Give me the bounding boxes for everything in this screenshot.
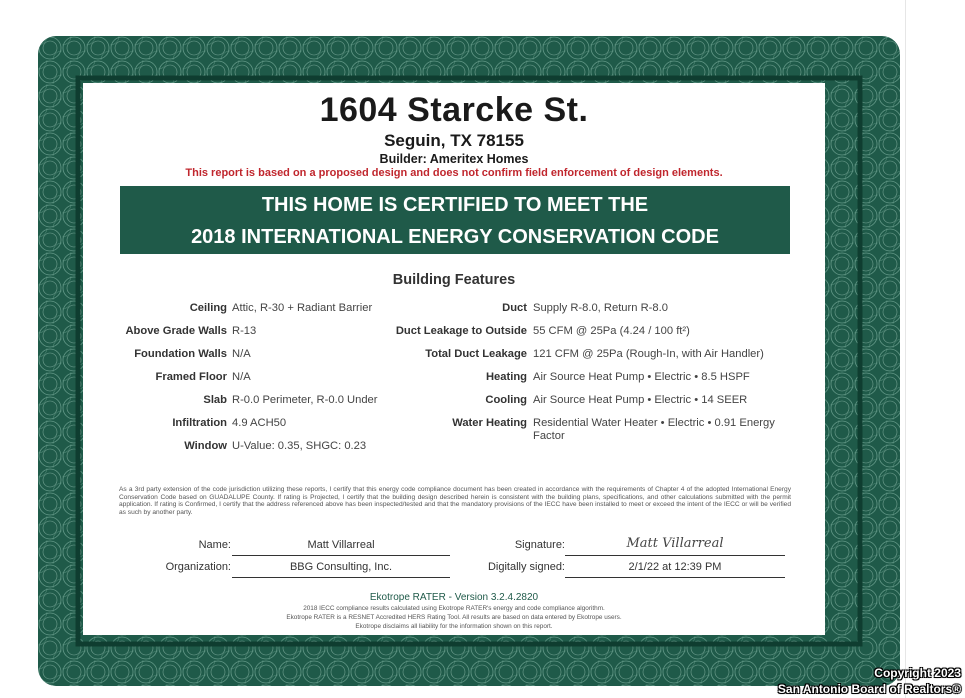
feature-value: Residential Water Heater • Electric • 0.91 Energy Factor xyxy=(533,417,775,442)
feature-label: Water Heating xyxy=(452,417,527,429)
signature-label: Signature: xyxy=(514,539,565,551)
certification-statement: As a 3rd party extension of the code jurisdiction utilizing these reports, I certify that this energy code compliance document has been created in accordance with the requirements of Chapter 4 of the adopted International Energy Conservation Code based on GUADALUPE County. If rating is Projected, I certify that the building design described herein is consistent with the building plans, specifications, and other calculations submitted with the permit application. If rating is Confirmed, I certify that the address referenced above has been inspected/tested and that the mandatory provisions of the IECC have been installed to meet or exceed the intent of the IECC or will be verified as such by another party. xyxy=(119,486,791,516)
feature-value: 4.9 ACH50 xyxy=(232,417,287,429)
banner-line-2: 2018 INTERNATIONAL ENERGY CONSERVATION CODE xyxy=(191,226,719,248)
feature-value: N/A xyxy=(232,348,251,360)
feature-label: Duct Leakage to Outside xyxy=(395,325,527,337)
feature-label: Infiltration xyxy=(172,417,227,429)
footer-line-3: Ekotrope disclaims all liability for the information shown on this report. xyxy=(355,623,553,630)
property-city: Seguin, TX 78155 xyxy=(384,131,524,150)
name-label: Name: xyxy=(198,539,231,551)
feature-label: Above Grade Walls xyxy=(125,325,227,337)
feature-value: R-0.0 Perimeter, R-0.0 Under xyxy=(232,394,378,406)
feature-value: Supply R-8.0, Return R-8.0 xyxy=(533,302,668,314)
design-disclaimer: This report is based on a proposed design and does not confirm field enforcement of design elements. xyxy=(185,167,723,179)
feature-value: Attic, R-30 + Radiant Barrier xyxy=(232,302,373,314)
copyright-watermark-line-1: Copyright 2023 xyxy=(874,666,961,680)
property-address: 1604 Starcke St. xyxy=(319,91,589,129)
organization-name: BBG Consulting, Inc. xyxy=(289,561,393,573)
signed-underline xyxy=(565,577,785,578)
feature-value: U-Value: 0.35, SHGC: 0.23 xyxy=(232,440,367,452)
name-underline xyxy=(232,555,450,556)
rater-name: Matt Villarreal xyxy=(307,539,375,551)
organization-underline xyxy=(232,577,450,578)
feature-value: 121 CFM @ 25Pa (Rough-In, with Air Handler) xyxy=(533,348,764,360)
feature-value: Air Source Heat Pump • Electric • 8.5 HSPF xyxy=(533,371,750,383)
feature-label: Cooling xyxy=(485,394,527,406)
feature-label: Window xyxy=(184,440,227,452)
signature-image: Matt Villarreal xyxy=(626,536,724,551)
feature-value: Air Source Heat Pump • Electric • 14 SEER xyxy=(533,394,748,406)
banner-line-1: THIS HOME IS CERTIFIED TO MEET THE xyxy=(261,194,649,216)
signature-underline xyxy=(565,555,785,556)
feature-label: Ceiling xyxy=(189,302,227,314)
feature-value: R-13 xyxy=(232,325,257,337)
certificate xyxy=(83,83,825,635)
software-version: Ekotrope RATER - Version 3.2.4.2820 xyxy=(369,592,539,603)
footer-line-2: Ekotrope RATER is a RESNET Accredited HERS Rating Tool. All results are based on data entered by Ekotrope users. xyxy=(286,614,622,621)
feature-label: Foundation Walls xyxy=(134,348,227,360)
certification-banner xyxy=(120,186,790,254)
feature-label: Heating xyxy=(485,371,527,383)
feature-label: Slab xyxy=(203,394,227,406)
builder-name: Builder: Ameritex Homes xyxy=(379,152,529,166)
feature-label: Framed Floor xyxy=(155,371,227,383)
page-margin xyxy=(905,0,965,698)
organization-label: Organization: xyxy=(165,561,231,573)
digitally-signed-label: Digitally signed: xyxy=(487,561,565,573)
feature-value: 55 CFM @ 25Pa (4.24 / 100 ft²) xyxy=(533,325,690,337)
footer-line-1: 2018 IECC compliance results calculated using Ekotrope RATER's energy and code compliance algorithm. xyxy=(303,605,605,612)
copyright-watermark-line-2: San Antonio Board of Realtors® xyxy=(777,682,961,696)
feature-label: Total Duct Leakage xyxy=(425,348,527,360)
feature-label: Duct xyxy=(502,302,527,314)
feature-value: N/A xyxy=(232,371,251,383)
digitally-signed-date: 2/1/22 at 12:39 PM xyxy=(628,561,722,573)
features-heading: Building Features xyxy=(392,272,516,288)
